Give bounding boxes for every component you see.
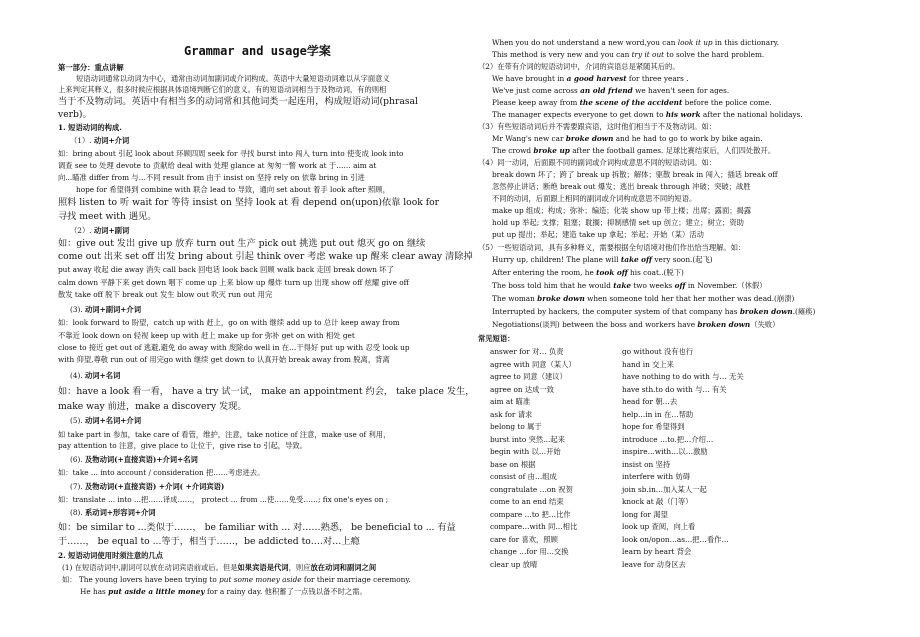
text-segment: 向...瞄准 differ from 与…不同 result from 由于 insist on 坚持 rely on 依靠 bring in 引进: [58, 173, 365, 182]
text-segment: After entering the room, he: [492, 268, 597, 277]
left-line: [58, 278, 458, 288]
text-segment: the scene of the accident: [579, 98, 683, 107]
text-segment: in November.（休假）: [685, 281, 767, 290]
text-segment: 如果宾语是代词: [237, 563, 289, 572]
text-segment: make way 前进，make a discovery 发现。: [58, 401, 247, 412]
text-segment: broke up: [533, 146, 570, 155]
right-line: [492, 320, 912, 330]
left-line: [58, 197, 458, 209]
phrase-right: insist on 坚持: [622, 459, 671, 469]
text-segment: （失败）: [750, 320, 780, 329]
phrase-right: learn by heart 背会: [622, 547, 692, 556]
text-segment: put aside a little money: [108, 587, 205, 596]
text-segment: .(瘫痪): [792, 307, 816, 316]
text-segment: 如：have a look 看一看， have a try 试一试， make an appointment 约会， take place 发生，: [58, 386, 475, 397]
text-segment: try it out: [631, 50, 665, 59]
text-segment: before the police come.: [682, 98, 772, 107]
left-line: [70, 508, 470, 518]
left-line: [58, 211, 458, 223]
left-line: [58, 551, 458, 561]
text-segment: take off: [620, 255, 653, 264]
text-segment: We have brought in: [492, 74, 567, 83]
text-segment: 当于不及物动词。英语中有相当多的动词常和其他词类一起连用，构成短语动词(phrasal: [58, 96, 418, 107]
phrase-left: compare…with 同…相比: [490, 522, 578, 531]
text-segment: in this dictionary.: [712, 38, 780, 47]
phrase-right: leave for 动身区去: [622, 559, 686, 569]
right-line: [492, 110, 912, 120]
phrase-left: base on 根据: [490, 459, 536, 469]
text-segment: （4）同一动词，后面跟不同的副词或介词构成意思不同的短语动词。如：: [478, 158, 717, 167]
text-segment: This method is very new and you can: [492, 50, 632, 59]
text-segment: (6).: [70, 455, 85, 464]
text-segment: He has: [80, 587, 109, 596]
text-segment: off: [674, 281, 686, 290]
text-segment: his coat..(脱下): [627, 268, 684, 277]
text-segment: 寻找 meet with 遇见。: [58, 211, 157, 222]
text-segment: 动词+介词: [93, 136, 130, 145]
phrase-left: congratulate …on 祝贺: [490, 484, 573, 494]
right-line: [492, 182, 912, 192]
text-segment: 散发 take off 脱下 break out 发生 blow out 吹灭 run out 用完: [58, 290, 273, 299]
left-line: [58, 441, 458, 451]
phrase-left: consist of 由…组成: [490, 472, 557, 481]
left-line: [58, 495, 458, 505]
text-segment: 第一部分：重点讲解: [58, 63, 124, 72]
left-line: [70, 371, 470, 381]
text-segment: his work: [665, 110, 701, 119]
text-segment: （3）有些短语动词后并不需要跟宾语，这时他们相当于不及物动词。如：: [478, 122, 717, 131]
phrase-left: burst into 突然…起来: [490, 434, 566, 444]
left-line: [70, 416, 470, 426]
text-segment: we haven't seen for ages.: [632, 86, 730, 95]
phrase-left: agree with 同意（某人）: [490, 359, 576, 369]
text-segment: Grammar and usage学案: [184, 44, 331, 58]
left-line: [58, 85, 458, 95]
phrase-left: change …for 用…交换: [490, 547, 569, 556]
phrase-left: aim at 瞄准: [490, 397, 531, 406]
right-line: [492, 50, 912, 60]
text-segment: break down 坏了；跨了 break up 拆散；解体；驱散 break in 闯入；插话 break off: [492, 170, 778, 179]
right-line: [478, 334, 898, 344]
left-line: [58, 123, 458, 133]
text-segment: for a rainy day. 他积蓄了一点钱以备不时之需。: [204, 587, 367, 596]
text-segment: (7).: [70, 482, 85, 491]
text-segment: 1. 短语动词的构成.: [58, 123, 122, 132]
left-line: [70, 305, 470, 315]
left-line: [58, 265, 458, 275]
text-segment: Hurry up, children! The plane will: [492, 255, 621, 264]
text-segment: 如：give out 发出 give up 放弃 turn out 生产 pick out 挑选 put out 熄灭 go on 继续: [58, 238, 426, 249]
text-segment: (8).: [70, 508, 85, 517]
text-segment: (3).: [70, 305, 85, 314]
phrase-right: have sth.to do with 与… 有关: [622, 384, 727, 394]
right-line: [492, 74, 912, 84]
left-line: [58, 468, 458, 478]
text-segment: for three years .: [626, 74, 689, 83]
text-segment: 如：bring about 引起 look about 环顾四周 seek for 寻找 burst into 闯入 turn into 使变成 look into: [58, 149, 404, 158]
left-line: [58, 355, 458, 365]
left-line: [58, 161, 458, 171]
right-line: [492, 255, 912, 265]
text-segment: to solve the hard problem.: [664, 50, 765, 59]
text-segment: an old friend: [580, 86, 633, 95]
text-segment: （2）在带有介词的短语动词中，介词的宾语总是紧随其后的。: [478, 62, 680, 71]
phrase-left: belong to 属于: [490, 422, 542, 431]
text-segment: 动词+副词+介词: [84, 305, 141, 314]
text-segment: 系动词+形容词+介词: [84, 508, 156, 517]
left-line: [58, 238, 458, 250]
left-line: [58, 331, 458, 341]
left-line: [70, 226, 470, 236]
text-segment: ，则应: [288, 563, 311, 572]
phrase-right: interfere with 妨碍: [622, 472, 691, 481]
phrase-right: knock at 敲（门等）: [622, 497, 693, 506]
right-line: [492, 86, 912, 96]
text-segment: 2. 短语动词使用时须注意的几点: [58, 551, 164, 560]
text-segment: (1) 在短语动词中,副词可以放在动词宾语前或后。但是: [62, 563, 238, 572]
text-segment: 不同的动词，后面跟上相同的副词或介词构成意思不同的短语。: [492, 194, 697, 203]
text-segment: come out 出来 set off 出发 bring about 引起 think over 考虑 wake up 醒来 clear away 清除掉: [58, 251, 473, 262]
left-line: [58, 63, 458, 73]
text-segment: 照料 listen to 听 wait for 等待 insist on 坚持 look at 看 depend on(upon)依靠 look for: [58, 197, 440, 208]
left-line: [76, 74, 476, 84]
text-segment: 如：be similar to ...类似于……， be familiar with ... 对……熟悉， be beneficial to ... 有益: [58, 522, 456, 533]
phrase-right: help…in in 在…帮助: [622, 409, 694, 419]
phrase-right: head for 朝…去: [622, 397, 678, 406]
text-segment: 如：translate ... into ...把……译成……， protect ... from ...使……免受……; fix one's eyes on ;: [58, 495, 389, 504]
phrase-left: begin with 以…开始: [490, 447, 561, 456]
right-line: [492, 38, 912, 48]
left-line: [58, 522, 458, 534]
text-segment: （1）.: [70, 136, 94, 145]
left-line: [58, 343, 458, 353]
text-segment: for their marriage ceremony.: [301, 575, 411, 584]
text-segment: (5).: [70, 416, 85, 425]
text-segment: 如：look forward to 盼望，catch up with 赶上，go on with 继续 add up to 总计 keep away from: [58, 318, 400, 327]
left-line: [70, 455, 470, 465]
text-segment: broke down: [565, 134, 614, 143]
text-segment: a good harvest: [566, 74, 627, 83]
text-segment: 如 take part in 参加，take care of 看管，维护，注意，take notice of 注意，make use of 利用，: [58, 430, 391, 439]
text-segment: The manager expects everyone to get down to: [492, 110, 666, 119]
right-line: [492, 194, 912, 204]
phrase-left: come to an end 结束: [490, 497, 564, 506]
text-segment: two weeks: [631, 281, 675, 290]
text-segment: took off: [596, 268, 628, 277]
phrase-left: ask for 请求: [490, 409, 533, 419]
left-line: [58, 251, 473, 263]
left-line: [58, 536, 458, 548]
phrase-left: agree to 同意（建议）: [490, 372, 567, 381]
left-line: [58, 430, 458, 440]
right-line: [492, 230, 912, 240]
left-line: [70, 136, 470, 146]
phrase-left: compare …to 把…比作: [490, 509, 571, 519]
text-segment: with 仰望,尊敬 run out of 用完go with 继续 get down to 认真开始 break away from 脱离，背离: [58, 355, 390, 364]
text-segment: take: [613, 281, 632, 290]
text-segment: 动词+名词+介词: [84, 416, 141, 425]
right-line: [492, 146, 912, 156]
phrase-right: long for 渴望: [622, 509, 668, 519]
right-line: [492, 98, 912, 108]
text-segment: broken down: [739, 307, 793, 316]
phrase-left: care for 喜欢，照顾: [490, 534, 558, 544]
right-line: [492, 170, 912, 180]
left-line: [58, 290, 458, 300]
left-line: [62, 563, 462, 573]
text-segment: 动词+名词: [84, 371, 121, 380]
text-segment: 如： The young lovers have been trying to: [62, 575, 220, 584]
text-segment: put away 收起 die away 消失 call back 回电话 look back 回顾 walk back 走回 break down 坏了: [58, 265, 394, 274]
phrase-right: join sb.in…加入某人一起: [622, 484, 707, 494]
text-segment: and he had to go to work by bike again.: [613, 134, 763, 143]
phrase-right: inspire…with…以…激励: [622, 447, 708, 456]
left-line: [58, 149, 458, 159]
right-line: [492, 134, 912, 144]
text-segment: 常见短语：: [478, 334, 515, 343]
text-segment: (4).: [70, 371, 85, 380]
text-segment: 及物动词(+直接宾语)+介词+名词: [84, 455, 198, 464]
text-segment: 于……， be equal to ...等于，相当于……，be addicted to….对…上瘾: [58, 536, 360, 547]
phrase-right: hope for 希望得到: [622, 422, 685, 431]
text-segment: calm down 平静下来 get down 咽下 come up 上来 blow up 爆炸 turn up 出现 show off 炫耀 give off: [58, 278, 409, 287]
text-segment: 如：take ... into account / consideration 把……考虑进去。: [58, 468, 265, 477]
left-line: [58, 401, 458, 413]
text-segment: Mr Wang's new car: [492, 134, 566, 143]
phrase-right: introduce …to.把…介绍…: [622, 434, 714, 444]
text-segment: （2）.: [70, 226, 94, 235]
text-segment: We've just come across: [492, 86, 581, 95]
phrase-right: go without 没有也行: [622, 347, 694, 356]
text-segment: 动词+副词: [93, 226, 130, 235]
left-line: [80, 587, 480, 597]
text-segment: 及物动词(+直接宾语) +介词( +介词宾语): [84, 482, 225, 491]
text-segment: When you do not understand a new word,you can: [492, 38, 678, 47]
text-segment: The crowd: [492, 146, 534, 155]
text-segment: put up 提出；举起；建造 take up 拿起；举起；开始（某）活动: [492, 230, 704, 239]
text-segment: put some money aside: [219, 575, 302, 584]
text-segment: when someone told her that her mother was dead.(崩溃): [584, 294, 795, 303]
phrase-left: answer for 对… 负责: [490, 347, 564, 356]
left-line: [70, 482, 470, 492]
text-segment: make up 组成；构成；弥补；编造；化装 show up 带上楼；出席；露面；揭露: [492, 206, 752, 215]
right-line: [492, 307, 912, 317]
text-segment: look it up: [677, 38, 713, 47]
right-line: [492, 218, 912, 228]
text-segment: hold up 举起; 支撑；阻塞；耽搁；抑制感情 set up 创立；建立；树立；资助: [492, 218, 744, 227]
text-segment: 调查 see to 处理 devote to 贡献给 deal with 处理 glance at 匆匆一瞥 work at 于…… aim at: [58, 161, 377, 170]
text-segment: 上来判定其释义，很多时候应根据具体语境判断它们的意义。有的短语动词相当于及物动词，有的则相: [58, 85, 387, 94]
right-line: [492, 294, 912, 304]
text-segment: very soon.(起飞): [652, 255, 713, 264]
text-segment: The woman: [492, 294, 538, 303]
phrase-right: look up 查阅，向上看: [622, 522, 696, 531]
text-segment: broken down: [697, 320, 751, 329]
right-line: [492, 206, 912, 216]
left-line: [58, 173, 458, 183]
right-line: [478, 158, 898, 168]
text-segment: 忽然停止讲话；断绝 break out 爆发；逃出 break through 冲破；突破；战胜: [492, 182, 751, 191]
phrase-left: clear up 放晴: [490, 559, 538, 569]
phrase-right: hand in 交上来: [622, 359, 674, 369]
text-segment: Interrupted by hackers, the computer system of that company has: [492, 307, 740, 316]
text-segment: Negotiations(谈判) between the boss and workers have: [492, 320, 698, 329]
text-segment: verb)。: [58, 109, 92, 120]
text-segment: broke down: [537, 294, 585, 303]
phrase-right: have nothing to do with 与… 无关: [622, 372, 744, 381]
text-segment: hope for 希望得到 combine with 联合 lead to 导致，通向 set about 着手 look after 照顾，: [76, 185, 390, 194]
text-segment: 放在动词和副词之间: [310, 563, 377, 572]
text-segment: 短语动词通常以动词为中心，通常由动词加副词或介词构成。英语中大量短语动词难以从字面意义: [76, 74, 390, 83]
right-line: [478, 122, 898, 132]
text-segment: 不靠近 look down on 轻视 keep up with 赶上 make up for 弥补 get on with 相处 get: [58, 331, 355, 340]
right-line: [492, 281, 912, 291]
text-segment: （5）一些短语动词，具有多种释义，需要根据全句语境对他们作出恰当理解。如：: [478, 243, 746, 252]
left-line: [62, 575, 462, 585]
text-segment: after the national holidays.: [700, 110, 803, 119]
left-line: [58, 96, 458, 108]
right-line: [492, 268, 912, 278]
text-segment: The boss told him that he would: [492, 281, 614, 290]
text-segment: pay attention to 注意，give place to 让位于，give rise to 引起，导致。: [58, 441, 307, 450]
text-segment: Please keep away from: [492, 98, 580, 107]
text-segment: close to 接近 get out of 逃避,避免 do away with 废除do well in 在…干得好 put up with 忍受 look up: [58, 343, 410, 352]
left-line: [58, 318, 458, 328]
phrase-left: agree on 达成一致: [490, 384, 555, 394]
phrase-right: look on/opon…as…把…看作…: [622, 534, 729, 544]
left-line: [58, 386, 475, 398]
left-line: [76, 185, 476, 195]
right-line: [478, 243, 898, 253]
left-line: [58, 109, 458, 121]
text-segment: after the football games. 足球比赛结束后，人们四处散开。: [569, 146, 776, 155]
right-line: [478, 62, 898, 72]
